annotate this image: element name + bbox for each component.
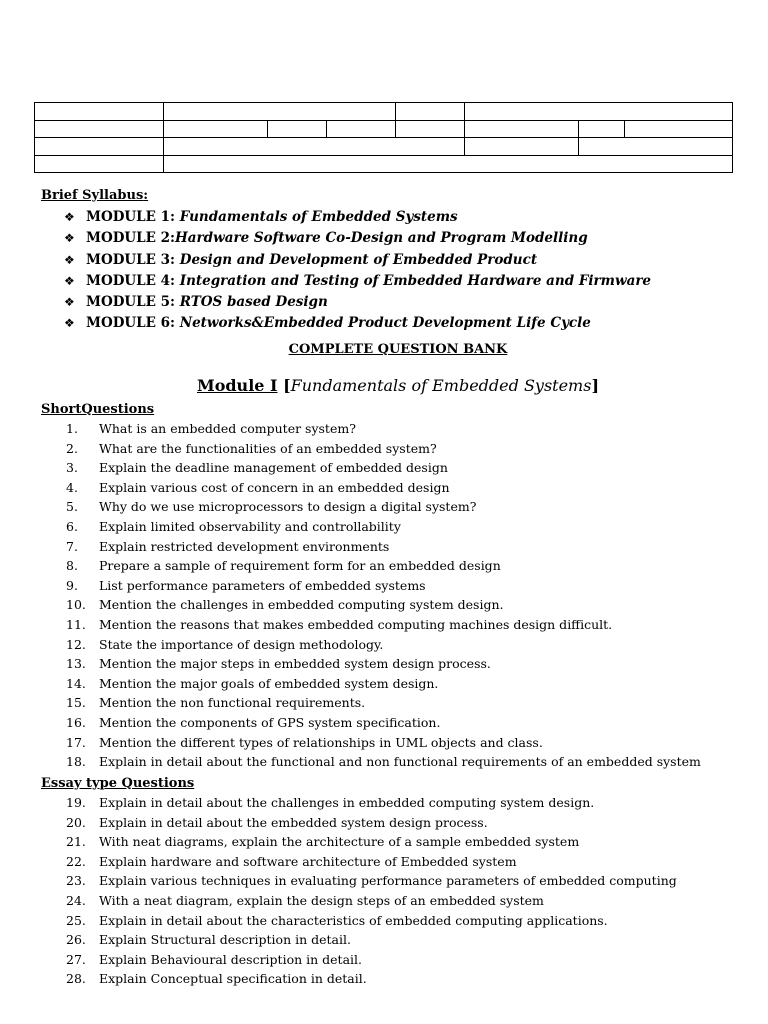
diamond-bullet-icon: ❖ [64, 273, 75, 288]
table-rule [34, 155, 733, 156]
question-text: Explain the deadline management of embedded design [99, 460, 448, 476]
syllabus-item [64, 228, 651, 249]
question-item [66, 419, 701, 439]
course-info-table [34, 102, 733, 173]
question-number: 23. [66, 873, 86, 889]
question-text: Explain restricted development environments [99, 538, 390, 554]
syllabus-item [64, 250, 651, 271]
table-rule [34, 102, 35, 173]
question-number: 2. [66, 440, 78, 456]
question-number: 8. [66, 558, 78, 574]
question-text: Explain in detail about the embedded system design process. [99, 814, 488, 830]
question-text: Mention the reasons that makes embedded computing machines design difficult. [99, 616, 613, 632]
question-item [66, 832, 677, 852]
module-label: MODULE 2: [86, 230, 176, 247]
question-item [66, 439, 701, 459]
table-rule [163, 102, 164, 173]
table-rule [34, 120, 733, 121]
question-text: Explain limited observability and controllability [99, 518, 401, 534]
module-label: MODULE 4: [86, 272, 180, 289]
question-text: Explain in detail about the functional and non functional requirements of an embedded system [99, 754, 701, 770]
table-rule [395, 102, 396, 120]
question-item [66, 615, 701, 635]
question-number: 5. [66, 499, 78, 515]
diamond-bullet-icon: ❖ [64, 252, 75, 267]
question-text: Explain in detail about the characteristics of embedded computing applications. [99, 912, 608, 928]
table-rule [464, 102, 465, 120]
question-number: 25. [66, 912, 86, 928]
short-questions-list [66, 419, 701, 772]
question-text: With a neat diagram, explain the design steps of an embedded system [99, 892, 544, 908]
question-text: Mention the major goals of embedded system design. [99, 675, 439, 691]
diamond-bullet-icon: ❖ [64, 295, 75, 310]
table-rule [34, 102, 733, 103]
question-number: 24. [66, 892, 86, 908]
table-rule [578, 137, 579, 155]
module-label: MODULE 1: [86, 209, 180, 225]
question-text: Mention the components of GPS system specification. [99, 714, 441, 730]
question-text: List performance parameters of embedded systems [99, 577, 426, 593]
module-heading: Module I [Fundamentals of Embedded Systems] [196, 376, 600, 395]
question-number: 11. [66, 616, 86, 632]
question-item [66, 930, 677, 950]
question-text: What is an embedded computer system? [99, 421, 356, 436]
question-number: 10. [66, 597, 86, 613]
question-text: Explain various cost of concern in an embedded design [99, 479, 450, 495]
question-number: 6. [66, 518, 78, 534]
syllabus-heading: Brief Syllabus: [41, 188, 149, 203]
question-number: 4. [66, 479, 78, 495]
question-item [66, 733, 701, 753]
question-number: 1. [66, 421, 78, 436]
question-item [66, 517, 701, 537]
table-rule [578, 120, 579, 137]
question-number: 26. [66, 932, 86, 948]
question-item [66, 595, 701, 615]
question-number: 20. [66, 814, 86, 830]
module-topic: Networks&Embedded Product Development Life Cycle [179, 315, 591, 332]
question-text: Explain Behavioural description in detail. [99, 951, 362, 967]
question-item [66, 813, 677, 833]
module-label: MODULE 6: [86, 315, 180, 332]
question-number: 15. [66, 695, 86, 711]
module-heading-label: Module I [196, 376, 278, 395]
syllabus-item [64, 271, 651, 292]
question-item [66, 635, 701, 655]
question-number: 18. [66, 754, 86, 770]
question-text: Mention the non functional requirements. [99, 695, 366, 711]
syllabus-item [64, 292, 651, 313]
module-topic: Integration and Testing of Embedded Hardware and Firmware [179, 272, 652, 289]
question-text: Mention the different types of relationships in UML objects and class. [99, 734, 543, 750]
module-topic: Hardware Software Co-Design and Program Modelling [175, 230, 588, 247]
question-item [66, 693, 701, 713]
question-text: Explain Conceptual specification in detail. [99, 971, 367, 987]
question-item [66, 576, 701, 596]
question-number: 7. [66, 538, 78, 554]
question-item [66, 654, 701, 674]
module-topic: Fundamentals of Embedded Systems [179, 209, 458, 225]
table-rule [624, 120, 625, 137]
question-number: 17. [66, 734, 86, 750]
question-text: Explain Structural description in detail. [99, 932, 351, 948]
table-rule [34, 172, 733, 173]
question-text: Why do we use microprocessors to design a digital system? [99, 499, 477, 515]
question-text: With neat diagrams, explain the architecture of a sample embedded system [99, 834, 580, 850]
essay-questions-list [66, 793, 677, 989]
diamond-bullet-icon: ❖ [64, 210, 75, 224]
question-text: Prepare a sample of requirement form for an embedded design [99, 558, 501, 574]
table-rule [732, 102, 733, 173]
question-item [66, 497, 701, 517]
question-number: 3. [66, 460, 78, 476]
question-item [66, 911, 677, 931]
question-item [66, 458, 701, 478]
question-number: 9. [66, 577, 78, 593]
question-text: Explain various techniques in evaluating performance parameters of embedded computing [99, 873, 677, 889]
question-text: Explain in detail about the challenges in embedded computing system design. [99, 795, 595, 810]
question-number: 16. [66, 714, 86, 730]
question-item [66, 950, 677, 970]
module-label: MODULE 5: [86, 294, 180, 311]
question-item [66, 891, 677, 911]
question-item [66, 871, 677, 891]
table-rule [34, 137, 733, 138]
question-item [66, 478, 701, 498]
question-number: 27. [66, 951, 86, 967]
question-item [66, 713, 701, 733]
question-number: 19. [66, 795, 86, 810]
essay-questions-heading: Essay type Questions [41, 776, 195, 791]
question-number: 21. [66, 834, 86, 850]
question-number: 22. [66, 853, 86, 869]
module-label: MODULE 3: [86, 251, 180, 268]
syllabus-heading-text: Brief Syllabus [41, 188, 144, 203]
question-text: Explain hardware and software architecture of Embedded system [99, 853, 517, 869]
table-rule [464, 120, 465, 137]
question-bank-title: COMPLETE QUESTION BANK [288, 342, 508, 357]
module-heading-topic: Fundamentals of Embedded Systems [290, 376, 592, 395]
question-text: What are the functionalities of an embedded system? [99, 440, 437, 456]
diamond-bullet-icon: ❖ [64, 231, 75, 246]
question-item [66, 969, 677, 989]
module-topic: Design and Development of Embedded Product [179, 251, 538, 268]
question-text: Mention the challenges in embedded computing system design. [99, 597, 504, 613]
question-number: 28. [66, 971, 86, 987]
question-text: State the importance of design methodology. [99, 636, 384, 652]
syllabus-item [64, 313, 651, 334]
short-questions-heading: ShortQuestions [41, 402, 155, 417]
question-number: 14. [66, 675, 86, 691]
module-topic: RTOS based Design [179, 294, 328, 311]
question-item [66, 852, 677, 872]
table-rule [464, 137, 465, 155]
question-item [66, 752, 701, 772]
table-rule [326, 120, 327, 137]
question-number: 13. [66, 656, 86, 672]
syllabus-item [64, 207, 651, 228]
question-item [66, 537, 701, 557]
table-rule [267, 120, 268, 137]
diamond-bullet-icon: ❖ [64, 316, 75, 331]
question-item [66, 793, 677, 813]
table-rule [395, 120, 396, 137]
question-text: Mention the major steps in embedded system design process. [99, 656, 491, 672]
question-item [66, 556, 701, 576]
question-number: 12. [66, 636, 86, 652]
question-item [66, 674, 701, 694]
syllabus-list [64, 207, 651, 335]
